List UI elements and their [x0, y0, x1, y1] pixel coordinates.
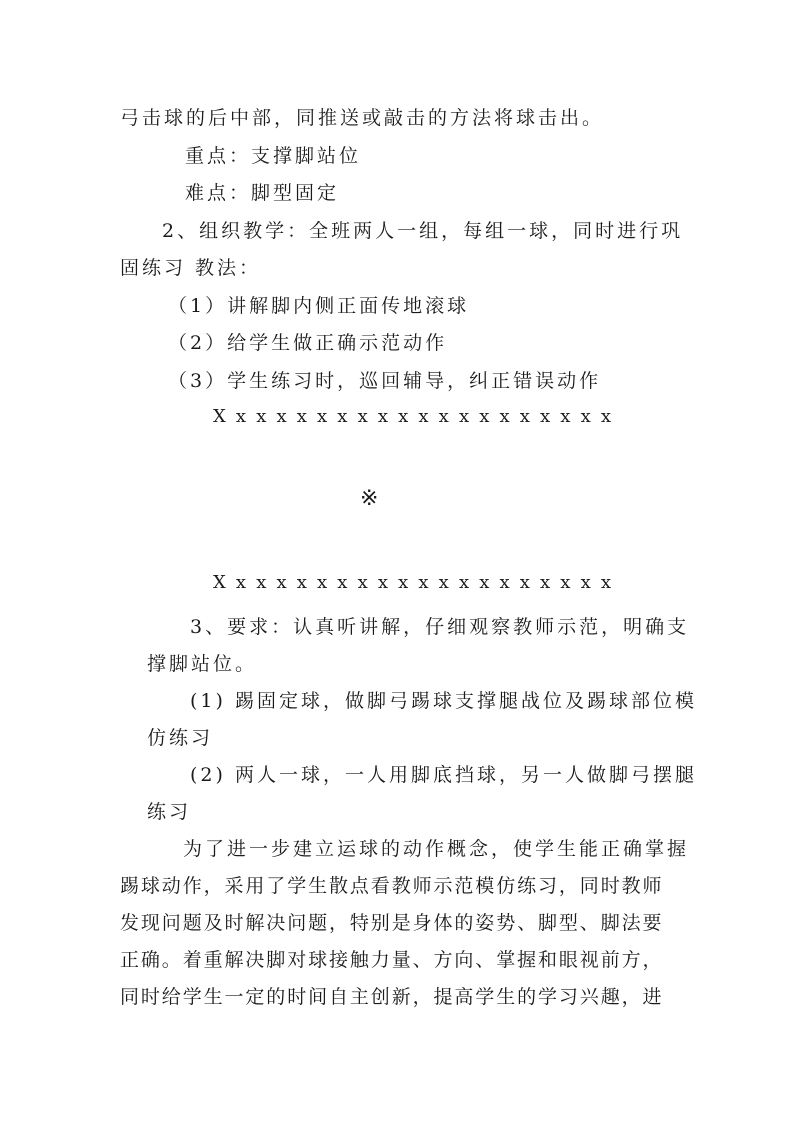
text-line: 弓击球的后中部，同推送或敲击的方法将球击出。: [120, 107, 605, 129]
formation-row-top: X x x x x x x x x x x x x x x x x x x x: [213, 406, 614, 427]
method-item-3: （3）学生练习时，巡回辅导，纠正错误动作: [168, 370, 602, 392]
method-item-2: （2）给学生做正确示范动作: [168, 332, 448, 354]
teacher-position-mark: ※: [360, 486, 379, 511]
key-point-line: 重点：支撑脚站位: [185, 145, 362, 167]
method-item-1: （1）讲解脚内侧正面传地滚球: [168, 295, 470, 317]
requirements-line: 3、要求：认真听讲解，仔细观察教师示范，明确支: [190, 616, 690, 638]
formation-row-bottom: X x x x x x x x x x x x x x x x x x x x: [213, 572, 614, 593]
requirement-item-1: (1) 踢固定球，做脚弓踢球支撑腿战位及踢球部位模: [190, 690, 697, 712]
paragraph-line: 发现问题及时解决问题，特别是身体的姿势、脚型、脚法要: [120, 912, 664, 934]
text-line: 撑脚站位。: [147, 653, 258, 675]
paragraph-line: 同时给学生一定的时间自主创新，提高学生的学习兴趣，进: [120, 986, 664, 1008]
requirement-item-2: (2) 两人一球，一人用脚底挡球，另一人做脚弓摆腿: [190, 764, 697, 786]
text-line: 仿练习: [147, 727, 214, 749]
organize-teaching-line: 2、组织教学：全班两人一组，每组一球，同时进行巩: [162, 220, 684, 242]
text-line: 练习: [147, 801, 192, 823]
difficulty-line: 难点：脚型固定: [185, 182, 340, 204]
paragraph-line: 踢球动作，采用了学生散点看教师示范模仿练习，同时教师: [120, 875, 664, 897]
text-line: 固练习 教法：: [120, 257, 262, 279]
paragraph-line: 正确。着重解决脚对球接触力量、方向、掌握和眼视前方，: [120, 949, 664, 971]
paragraph-line: 为了进一步建立运球的动作概念，使学生能正确掌握: [183, 838, 690, 860]
